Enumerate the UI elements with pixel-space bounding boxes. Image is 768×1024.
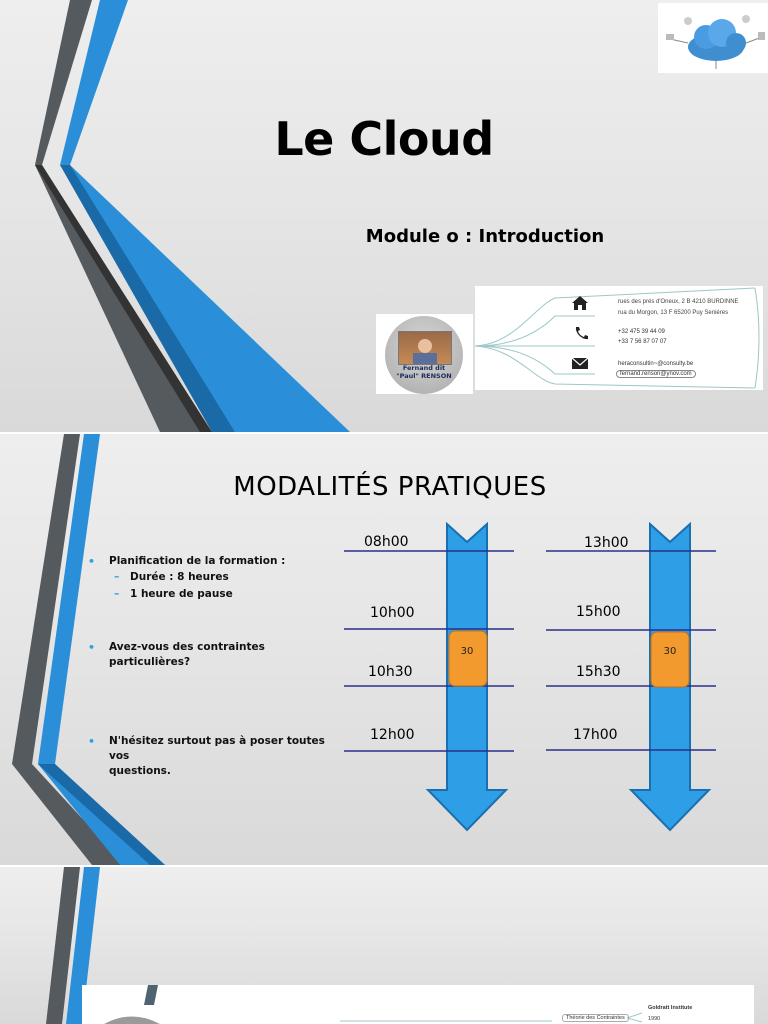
mindmap-node: Théorie des Contraintes [562,1014,629,1022]
time-label: 15h00 [576,604,621,620]
slide-title-text: MODALITÉS PRATIQUES [233,472,547,502]
slide-title-text: Le Cloud [274,112,494,166]
mindmap-year: 1990 [648,1016,661,1022]
bullet-dot: • [88,735,96,748]
cloud-logo [658,3,768,73]
slide-modalites: MODALITÉS PRATIQUES • Planification de la formation : – Durée : 8 heures – 1 heure de pause • Avez-vous des contraintes particulières? • N'hésitez surtout pas à poser toutes vos questions. 08h00 10h00 10h30 12h00 30 13h00 15h00 15h30 17h00 30 [0,434,768,865]
email-line-2[interactable]: fernand.renson@ynov.com [616,370,696,378]
phone-line-1: +32 475 39 44 09 [618,329,665,335]
pause-label: 30 [460,646,474,657]
address-line-2: rua du Morgon, 13 F 65200 Puy Seniéres [618,310,729,316]
slide-subtitle: Module o : Introduction [365,226,605,247]
address-line-1: rues des prés d'Oneux, 2 B 4210 BURDINNE [618,299,739,305]
time-label: 08h00 [364,534,409,550]
mail-icon [572,356,588,370]
contact-mindmap [475,286,763,390]
home-icon [572,296,588,310]
presenter-card [376,314,473,394]
bullet-dot: • [88,641,96,654]
phone-line-2: +33 7 56 87 07 07 [618,339,667,345]
time-label: 15h30 [576,664,621,680]
bullet-dot: • [88,555,96,568]
phone-icon [573,326,589,340]
slide-next-partial [0,867,768,1024]
presenter-photo [398,331,452,365]
time-label: 17h00 [573,727,618,743]
mindmap-card [82,985,754,1024]
afternoon-pause-block [651,632,689,687]
time-label: 13h00 [584,535,629,551]
morning-pause-block [449,631,487,686]
time-label: 12h00 [370,727,415,743]
pause-label: 30 [663,646,677,657]
time-label: 10h30 [368,664,413,680]
timeline-graphics [0,434,768,865]
time-label: 10h00 [370,605,415,621]
email-line-1[interactable]: heraconsultin~@consulty.be [618,361,694,367]
mindmap-org: Goldratt Institute [648,1005,693,1011]
presenter-name: Fernand dit "Paul" RENSON [396,364,452,380]
cloud-icon [658,3,768,73]
slide-title [0,0,768,432]
